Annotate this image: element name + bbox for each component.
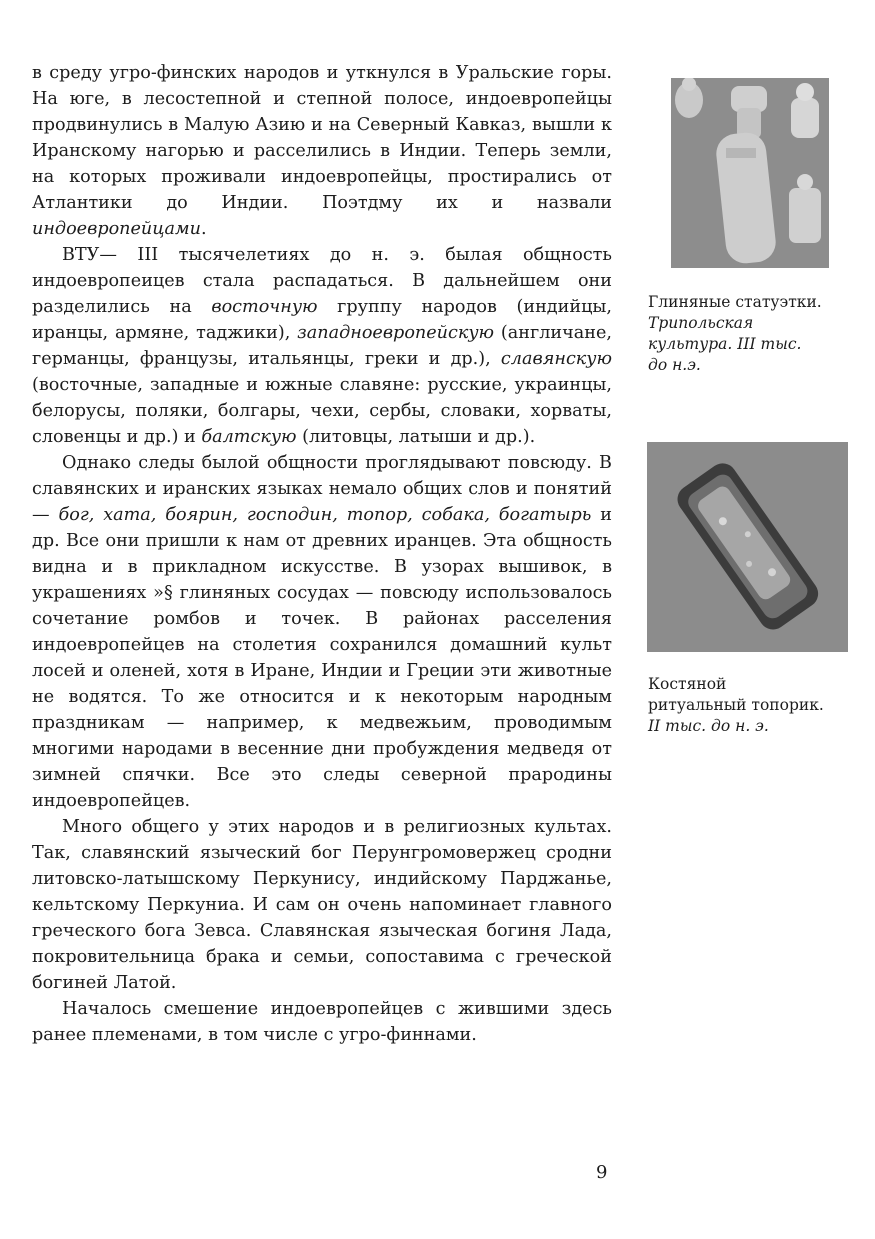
figure-2-caption-line-2: ритуальный топорик. xyxy=(648,696,824,714)
paragraph-2: ВТУ— III тысячелетиях до н. э. былая общность индоевропеицев стала распадаться. В дальнейшем они разделились на восточную группу народов (индийцы, иранцы, армяне, таджики), западноевропейскую (англичане, германцы, французы, итальянцы, греки и др.), славянскую (восточные, западные и южные славяне: русские, украинцы, белорусы, поляки, болгары, чехи, сербы, словаки, хорваты, словенцы и др.) и балтскую (литовцы, латыши и др.). xyxy=(32,245,612,447)
bone-axe-image xyxy=(647,442,848,652)
figure-1-caption xyxy=(648,292,858,376)
main-text-column xyxy=(32,60,612,1048)
figure-1-caption-line-2: Трипольская xyxy=(648,314,754,332)
page-number: 9 xyxy=(596,1162,608,1183)
figure-2-caption-line-1: Костяной xyxy=(648,675,727,693)
bone-axe-photo xyxy=(647,442,848,652)
paragraph-5: Началось смешение индоевропейцев с жившими здесь ранее племенами, в том числе с угро-финнами. xyxy=(32,999,612,1045)
figure-1-caption-line-4: до н.э. xyxy=(648,356,701,374)
figure-1-caption-line-3: культура. III тыс. xyxy=(648,335,802,353)
paragraph-1: в среду угро-финских народов и уткнулся в Уральские горы. На юге, в лесостепной и степной полосе, индоевропейцы продвинулись в Малую Азию и на Северный Кавказ, вышли к Иранскому нагорью и расселились в Индии. Теперь земли, на которых проживали индоевропейцы, простирались от Атлантики до Индии. Поэтдму их и назвали индоевропейцами. xyxy=(32,63,612,239)
clay-figurines-photo xyxy=(671,78,829,268)
figure-2-caption-line-3: II тыс. до н. э. xyxy=(648,717,769,735)
clay-figurines-image xyxy=(671,78,829,268)
paragraph-3: Однако следы былой общности проглядывают повсюду. В славянских и иранских языках немало общих слов и понятий — бог, хата, боярин, господин, топор, собака, богатырь и др. Все они пришли к нам от древних иранцев. Эта общность видна и в прикладном искусстве. В узорах вышивок, в украшениях »§ глиняных сосудах — повсюду использовалось сочетание ромбов и точек. В районах расселения индоевропейцев на столетия сохранился домашний культ лосей и оленей, хотя в Иране, Индии и Греции эти животные не водятся. То же относится и к некоторым народным праздникам — например, к медвежьим, проводимым многими народами в весенние дни пробуждения медведя от зимней спячки. Все это следы северной прародины индоевропейцев. xyxy=(32,453,612,811)
figure-1-caption-line-1: Глиняные статуэтки. xyxy=(648,293,822,311)
paragraph-4: Много общего у этих народов и в религиозных культах. Так, славянский языческий бог Перунгромовержец сродни литовско-латышскому Перкунису, индийскому Парджанье, кельтскому Перкуниа. И сам он очень напоминает главного греческого бога Зевса. Славянская языческая богиня Лада, покровительница брака и семьи, сопоставима с греческой богиней Латой. xyxy=(32,817,612,993)
figure-2-caption xyxy=(648,674,858,737)
